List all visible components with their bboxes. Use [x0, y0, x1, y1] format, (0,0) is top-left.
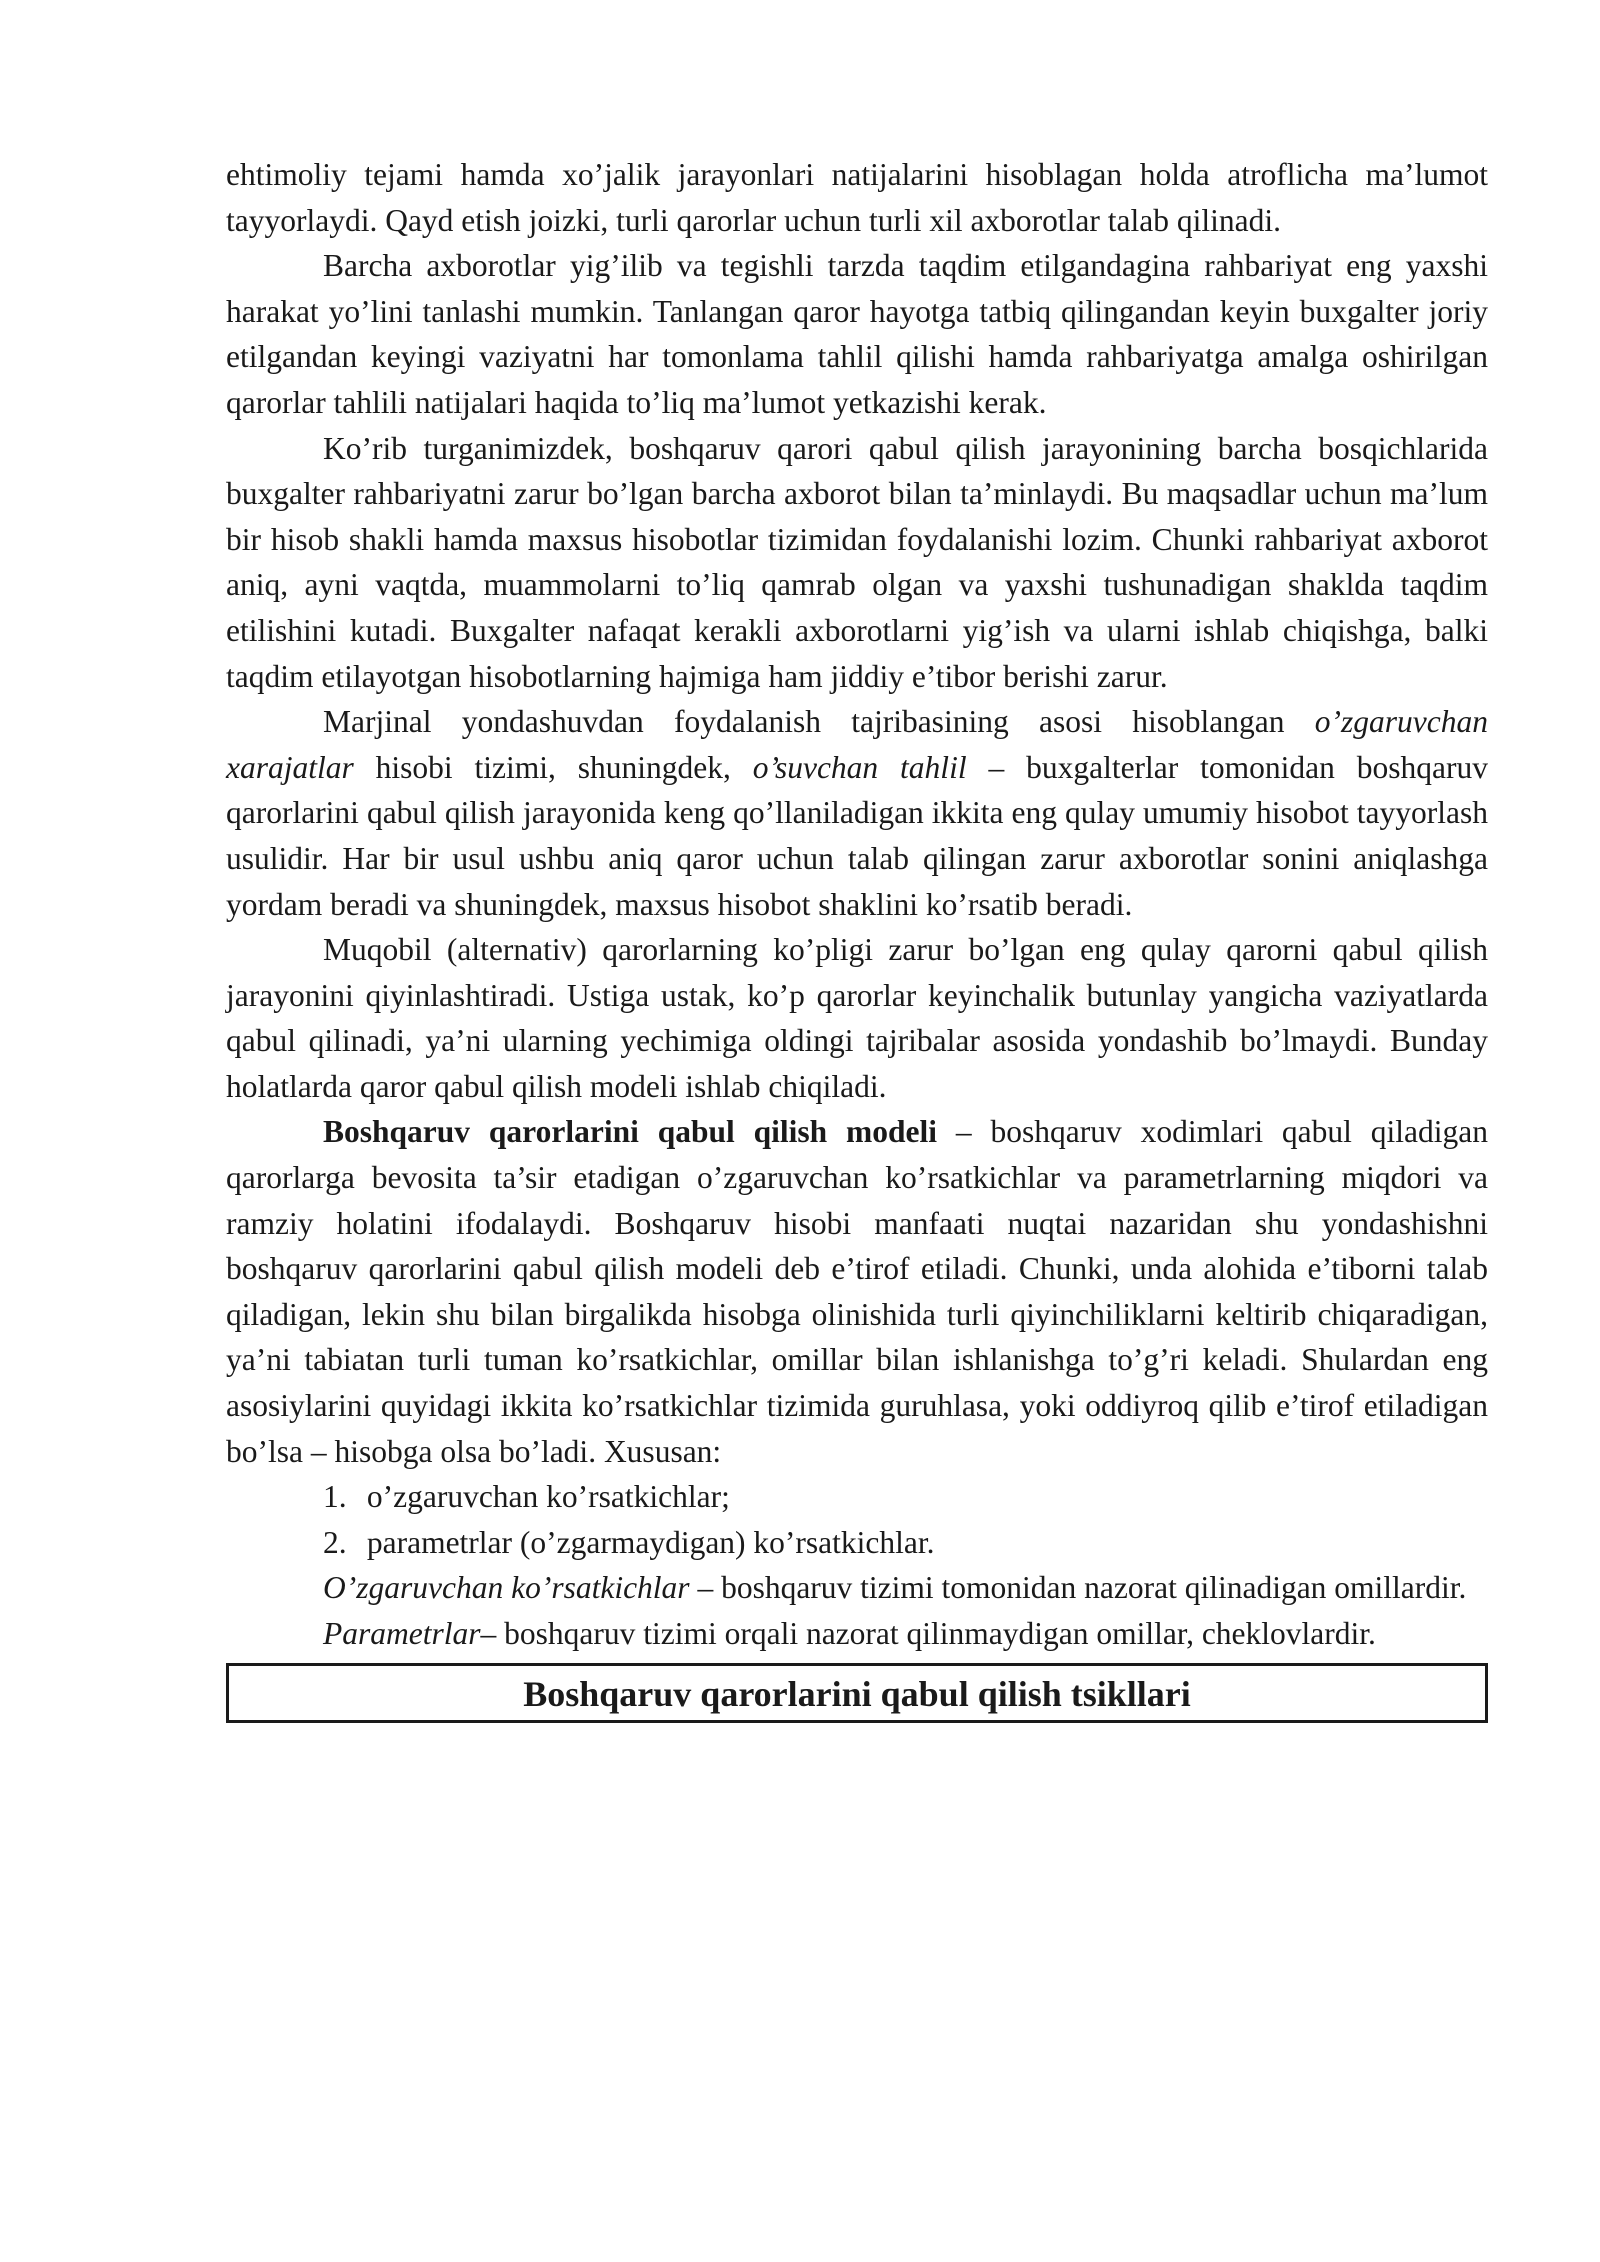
list-item-2-number: 2.	[323, 1524, 347, 1560]
boxed-section-title: Boshqaruv qarorlarini qabul qilish tsikllari	[226, 1663, 1488, 1723]
paragraph-8	[226, 1611, 1488, 1657]
paragraph-7	[226, 1565, 1488, 1611]
term-decision-model: Boshqaruv qarorlarini qabul qilish modeli	[323, 1114, 938, 1150]
paragraph-4-text-c: hisobi tizimi, shuningdek,	[353, 749, 753, 785]
list-item-1-text: o’zgaruvchan ko’rsatkichlar;	[366, 1479, 730, 1515]
list-item-2	[226, 1520, 1488, 1566]
paragraph-2: Barcha axborotlar yig’ilib va tegishli tarzda taqdim etilgandagina rahbariyat eng yaxshi harakat yo’lini tanlashi mumkin. Tanlangan qaror hayotga tatbiq qilingandan keyin buxgalter joriy etilgandan keyingi vaziyatni har tomonlama tahlil qilishi hamda rahbariyatga amalga oshirilgan qarorlar tahlili natijalari haqida to’liq ma’lumot yetkazishi kerak.	[226, 248, 1488, 420]
paragraph-7-text: – boshqaruv tizimi tomonidan nazorat qilinadigan omillardir.	[689, 1570, 1467, 1606]
list-item-2-text: parametrlar (o’zgarmaydigan) ko’rsatkichlar.	[366, 1524, 935, 1560]
term-incremental-analysis: o’suvchan tahlil	[752, 749, 967, 785]
paragraph-5: Muqobil (alternativ) qarorlarning ko’pligi zarur bo’lgan eng qulay qarorni qabul qilish jarayonini qiyinlashtiradi. Ustiga ustak, ko’p qarorlar keyinchalik butunlay yangicha vaziyatlarda qabul qilinadi, ya’ni ularning yechimiga oldingi tajribalar asosida yondashib bo’lmaydi. Bunday holatlarda qaror qabul qilish modeli ishlab chiqiladi.	[226, 932, 1488, 1104]
paragraph-8-text: – boshqaruv tizimi orqali nazorat qilinmaydigan omillar, cheklovlardir.	[480, 1616, 1376, 1651]
paragraph-4	[226, 699, 1488, 927]
term-variable-indicators: O’zgaruvchan ko’rsatkichlar	[323, 1570, 690, 1606]
paragraph-6-text: – boshqaruv xodimlari qabul qiladigan qarorlarga bevosita ta’sir etadigan o’zgaruvchan ko’rsatkichlar va parametrlarning miqdori va ramziy holatini ifodalaydi. Boshqaruv hisobi manfaati nuqtai nazaridan shu yondashishni boshqaruv qarorlarini qabul qilish modeli deb e’tirof etiladi. Chunki, unda alohida e’tiborni talab qiladigan, lekin shu bilan birgalikda hisobga olinishida turli qiyinchiliklarni keltirib chiqaradigan, ya’ni tabiatan turli tuman ko’rsatkichlar, omillar bilan ishlanishga to’g’ri keladi. Shulardan eng asosiylarini quyidagi ikkita ko’rsatkichlar tizimida guruhlasa, yoki oddiyroq qilib e’tirof etiladigan bo’lsa – hisobga olsa bo’ladi. Xususan:	[226, 1114, 1488, 1469]
list-item-1-number: 1.	[323, 1479, 347, 1515]
term-variable-costs: o’zgaruvchan xarajatlar	[226, 704, 1488, 785]
paragraph-6	[226, 1109, 1488, 1474]
paragraph-1: ehtimoliy tejami hamda xo’jalik jarayonlari natijalarini hisoblagan holda atroflicha ma’lumot tayyorlaydi. Qayd etish joizki, turli qarorlar uchun turli xil axborotlar talab qilinadi.	[226, 157, 1488, 238]
term-parameters: Parametrlar	[323, 1616, 481, 1651]
list-item-1	[226, 1474, 1488, 1520]
document-page	[226, 152, 1488, 1723]
paragraph-3: Ko’rib turganimizdek, boshqaruv qarori qabul qilish jarayonining barcha bosqichlarida buxgalter rahbariyatni zarur bo’lgan barcha axborot bilan ta’minlaydi. Bu maqsadlar uchun ma’lum bir hisob shakli hamda maxsus hisobotlar tizimidan foydalanishi lozim. Chunki rahbariyat axborot aniq, ayni vaqtda, muammolarni to’liq qamrab olgan va yaxshi tushunadigan shaklda taqdim etilishini kutadi. Buxgalter nafaqat kerakli axborotlarni yig’ish va ularni ishlab chiqishga, balki taqdim etilayotgan hisobotlarning hajmiga ham jiddiy e’tibor berishi zarur.	[226, 430, 1488, 694]
paragraph-4-text-a: Marjinal yondashuvdan foydalanish tajribasining asosi hisoblangan	[323, 704, 1315, 740]
paragraph-4-text-e: – buxgalterlar tomonidan boshqaruv qarorlarini qabul qilish jarayonida keng qo’llaniladigan ikkita eng qulay umumiy hisobot tayyorlash usulidir. Har bir usul ushbu aniq qaror uchun talab qilingan zarur axborotlar sonini aniqlashga yordam beradi va shuningdek, maxsus hisobot shaklini ko’rsatib beradi.	[226, 749, 1488, 922]
